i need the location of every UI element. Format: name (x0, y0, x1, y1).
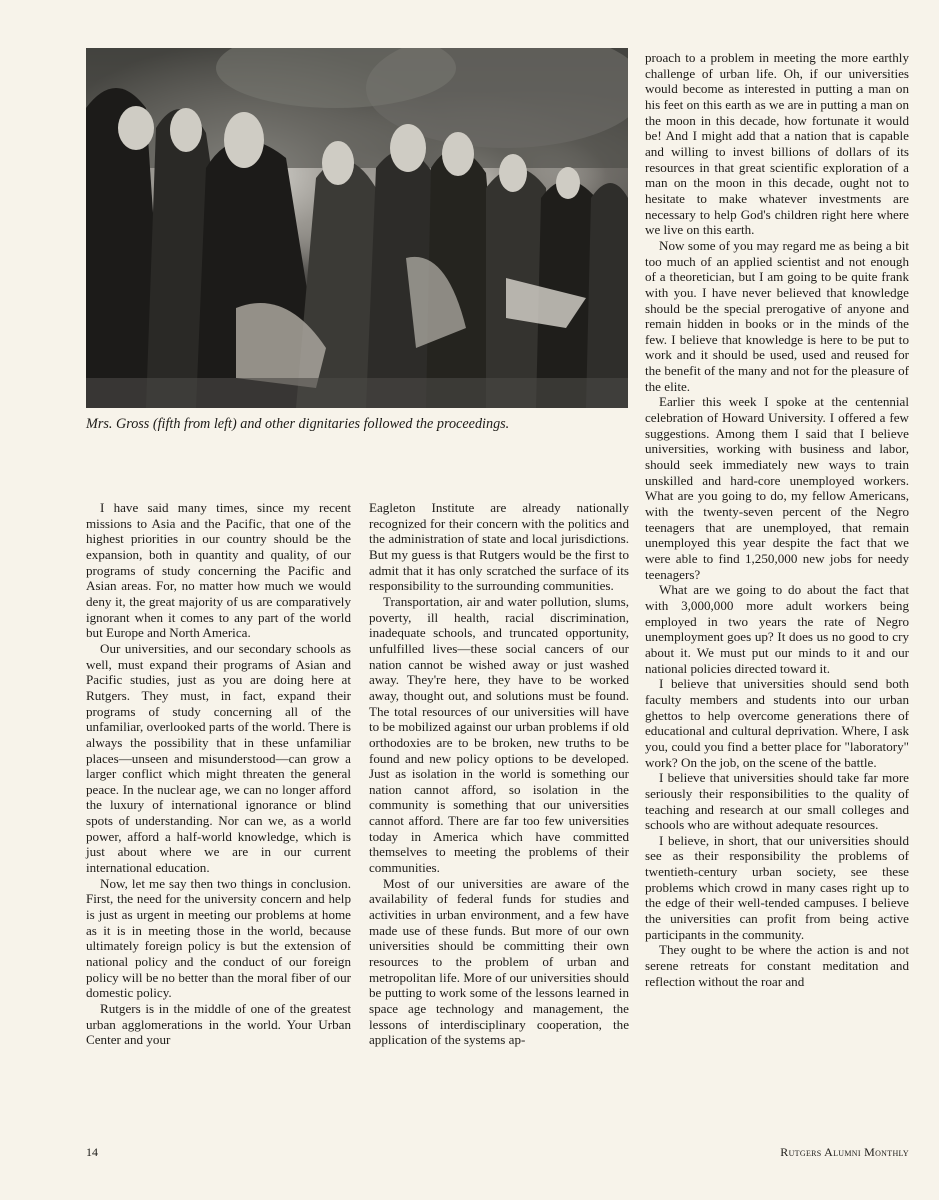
crowd-photo (86, 48, 628, 408)
crowd-photo-icon (86, 48, 628, 408)
article-column-3 (645, 50, 909, 989)
page-number: 14 (86, 1145, 98, 1159)
paragraph: What are we going to do about the fact that with 3,000,000 more adult workers being employed in two years the rate of Negro unemployment goes up? It does us no good to cry about it. We must put our minds to it and our national policies directed toward it. (645, 582, 909, 676)
paragraph: Now some of you may regard me as being a bit too much of an applied scientist and not enough of a theoretician, but I am going to be quite frank with you. I have never believed that knowledge should be the special prerogative of anyone and remain hidden in books or in the minds of the few. I believe that knowledge is here to be put to work and it should be used, used and reused for the benefit of the many and not for the pleasure of the elite. (645, 237, 909, 394)
paragraph: I have said many times, since my recent missions to Asia and the Pacific, that one of the highest priorities in our country should be the expansion, both in quantity and quality, of our programs of study concerning the Pacific and Asian areas. For, no matter how much we would deny it, the great majority of us are comparatively ignorant when it comes to any part of the world but Europe and North America. (86, 500, 351, 641)
paragraph: Rutgers is in the middle of one of the greatest urban agglomerations in the world. Your Urban Center and your (86, 1001, 351, 1048)
paragraph: They ought to be where the action is and not serene retreats for constant meditation and reflection without the roar and (645, 942, 909, 989)
paragraph: proach to a problem in meeting the more earthly challenge of urban life. Oh, if our universities would become as interested in putting a man on his feet on this earth as we are in putting a man on the moon in this decade, how fortunate it would be! And I might add that a nation that is capable and willing to invest billions of dollars of its resources in that great scientific exploration of a man on the moon in this decade, ought not to hesitate to make whatever investments are necessary to help God's children right here where we live on this earth. (645, 50, 909, 238)
paragraph: Our universities, and our secondary schools as well, must expand their programs of Asian and Pacific studies, just as you are doing here at Rutgers. They must, in fact, expand their programs of study concerning all of the unfamiliar, overlooked parts of the world. There is always the possibility that in these unfamiliar places—unseen and misunderstood—can grow a larger conflict which might threaten the general peace. In the nuclear age, we can no longer afford the luxury of international ignorance or blind spots of understanding. Nor can we, as a world power, afford a half-world knowledge, which is just about where we are in our current international education. (86, 640, 351, 876)
paragraph: Eagleton Institute are already nationally recognized for their concern with the politics and the administration of state and local jurisdictions. But my guess is that Rutgers would be the first to admit that it has only scratched the surface of its responsibility to the surrounding communities. (369, 500, 629, 594)
paragraph: Transportation, air and water pollution, slums, poverty, ill health, racial discrimination, inadequate schools, and truncated opportunity, unfulfilled lives—these social cancers of our nation cannot be wished away or just washed away. They're here, they have to be worked away, thought out, and solutions must be found. The total resources of our universities will have to be mobilized against our urban problems if old orthodoxies are to be broken, new truths to be found and new policy options to be developed. Just as isolation in the world is something our nation cannot afford, so isolation in the community is something that our universities cannot afford. There are far too few universities today in America which have committed themselves to meeting the problems of their communities. (369, 593, 629, 876)
photo-caption: Mrs. Gross (fifth from left) and other dignitaries followed the proceedings. (86, 416, 510, 432)
paragraph: I believe that universities should take far more seriously their responsibilities to the quality of teaching and research at our small colleges and schools who are without adequate resources. (645, 770, 909, 833)
article-column-2 (369, 500, 629, 1048)
paragraph: Earlier this week I spoke at the centennial celebration of Howard University. I offered a few suggestions. Among them I said that I believe universities, working with business and labor, should seek immediately new ways to train unskilled and hard-core unemployed workers. What are you going to do, my fellow Americans, with the twenty-seven percent of the Negro teenagers that are unemployed, that remain unemployed this year despite the fact that we were able to find 1,250,000 new jobs for needy teenagers? (645, 394, 909, 582)
paragraph: Now, let me say then two things in conclusion. First, the need for the university concern and help is just as urgent in meeting our problems at home as it is in meeting those in the world, because ultimately foreign policy is but the extension of national policy and the conduct of our foreign policy will be no better than the moral fiber of our domestic policy. (86, 875, 351, 1001)
paragraph: I believe, in short, that our universities should see as their responsibility the problems of twentieth-century urban society, see these problems which crowd in many cases right up to the edge of their well-tended campuses. I believe the universities can profit from being active participants in the community. (645, 832, 909, 942)
article-column-1 (86, 500, 351, 1048)
journal-name: Rutgers Alumni Monthly (780, 1145, 909, 1159)
paragraph: Most of our universities are aware of the availability of federal funds for studies and activities in urban environment, and a few have made use of these funds. But more of our own universities should be committing their own resources to the problem of urban and metropolitan life. More of our universities should be putting to work some of the lessons learned in space age technology and management, the lessons of interdisciplinary cooperation, the application of the systems ap- (369, 875, 629, 1048)
paragraph: I believe that universities should send both faculty members and students into our urban ghettos to help overcome generations there of educational and cultural deprivation. Where, I ask you, could you find a better place for "laboratory" work? On the job, on the scene of the battle. (645, 676, 909, 770)
